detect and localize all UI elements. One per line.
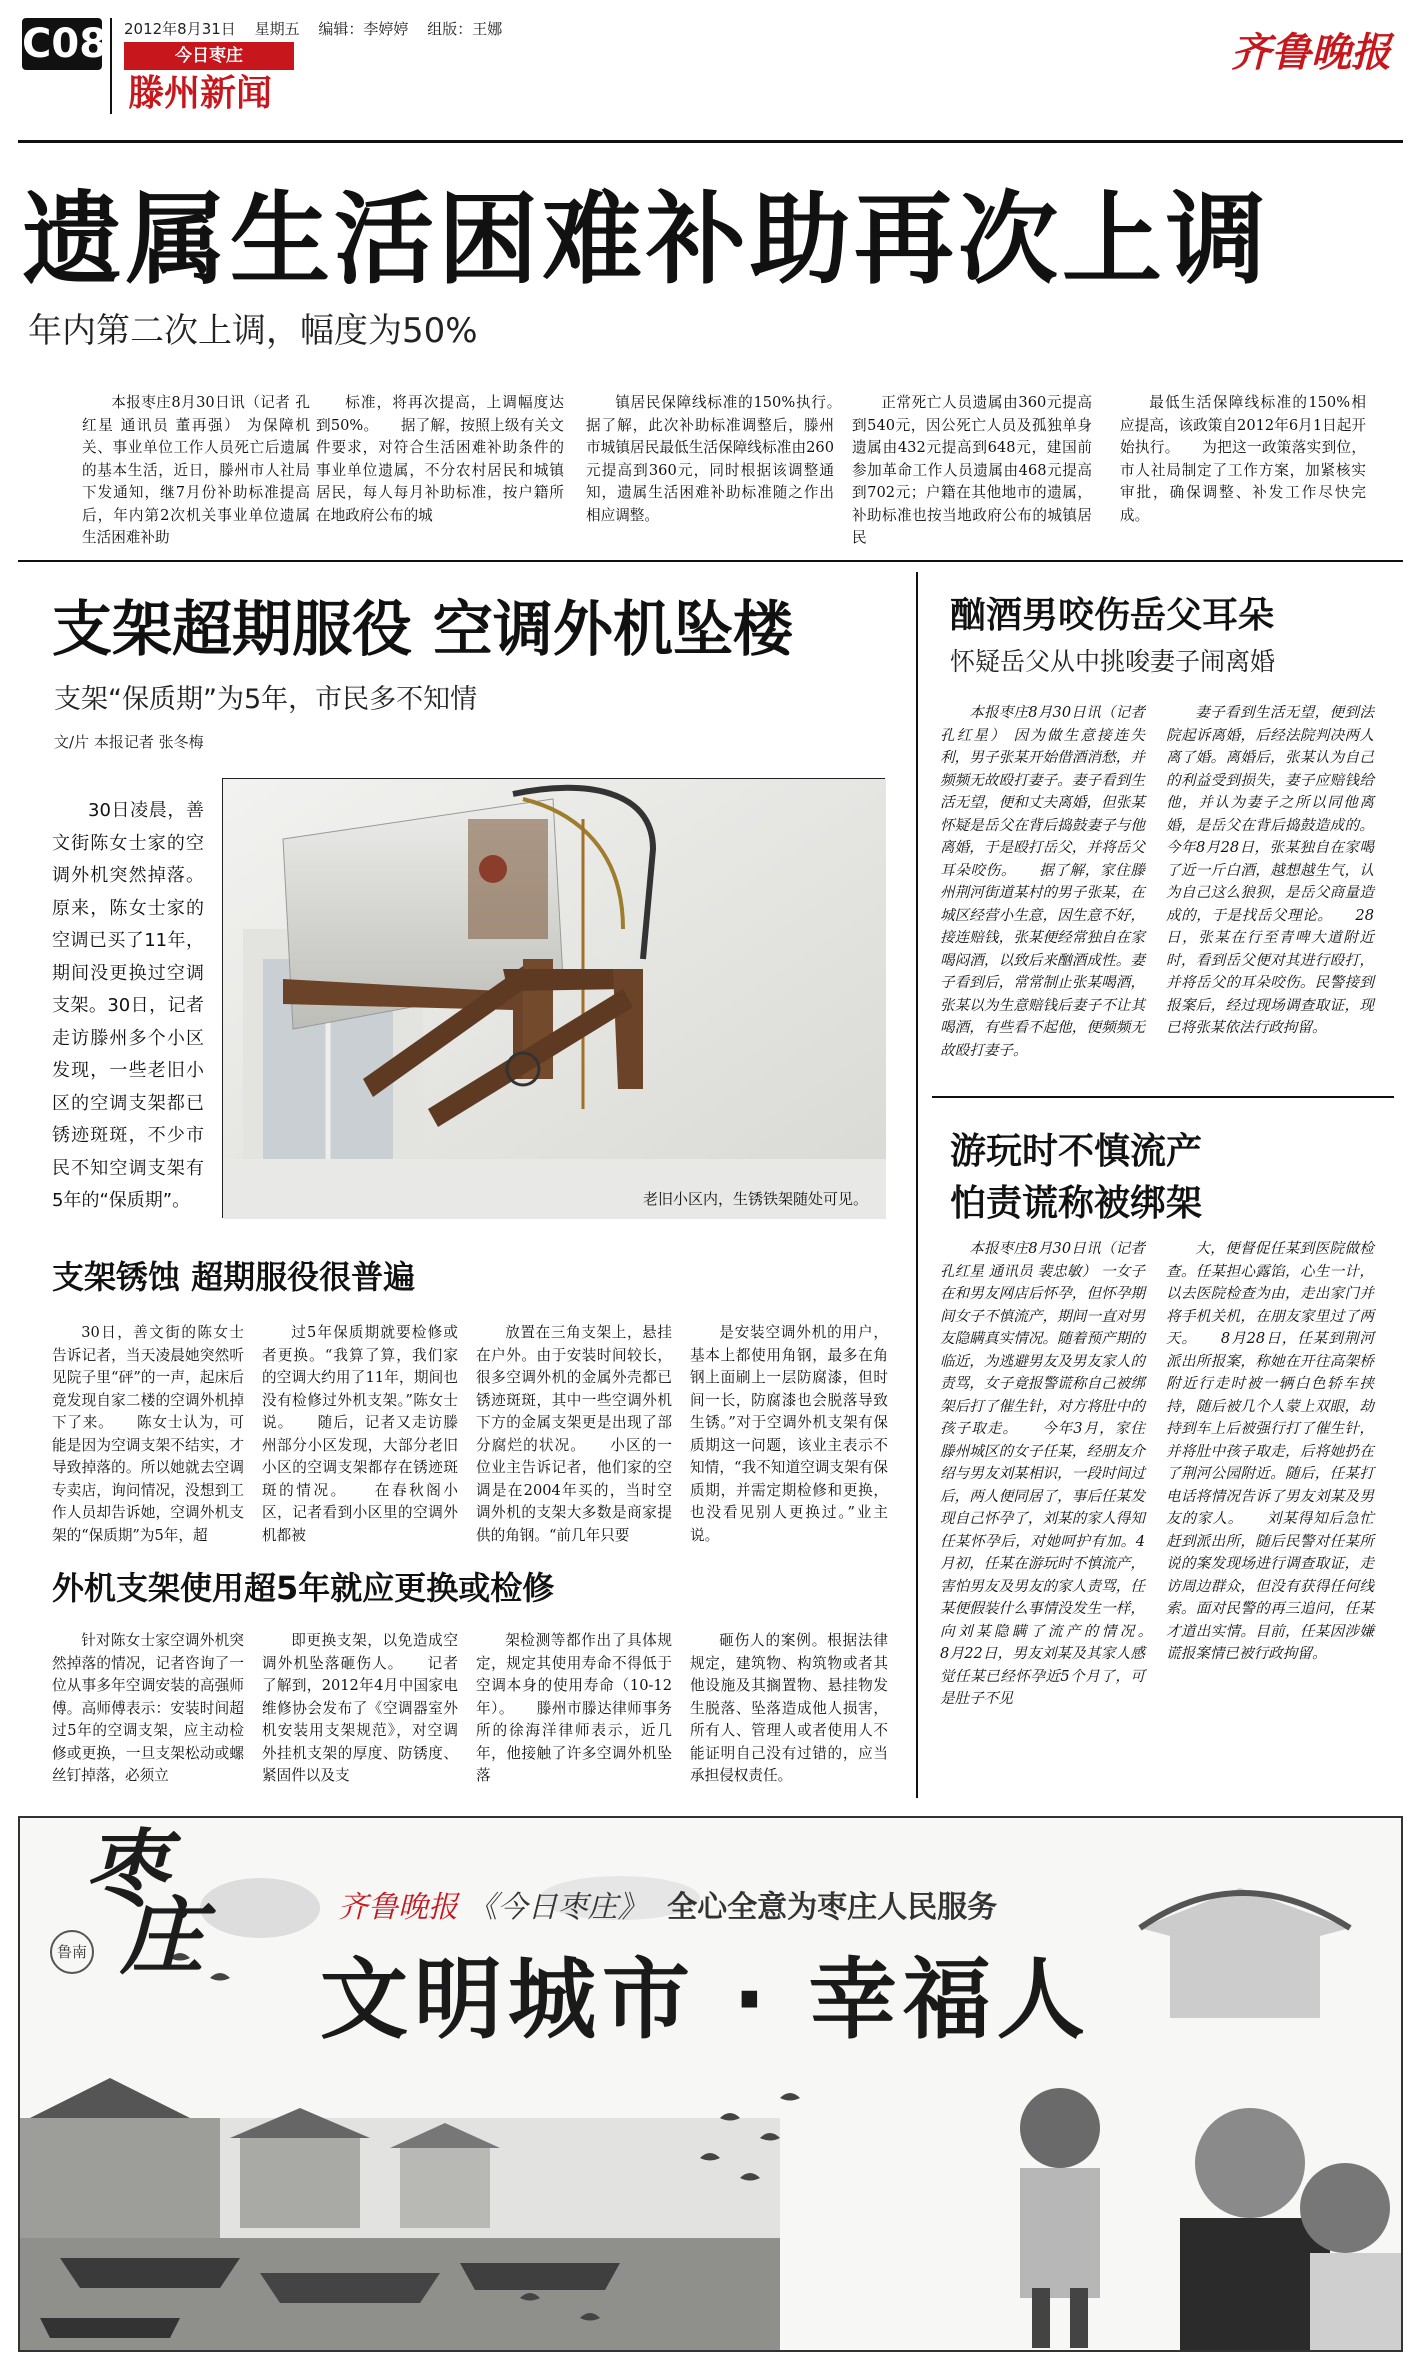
story2-section1-column-4: 是安装空调外机的用户，基本上都使用角钢，最多在角钢上面刷上一层防腐漆，但时间一长，防腐漆也会脱落导致生锈。”对于空调外机支架有保质期这一问题，该业主表示不知情，“我不知道空调支架有保质期，并需定期检修和更换，也没看见别人更换过。”业主说。 (690, 1324, 888, 1544)
story1-column-1: 本报枣庄8月30日讯（记者 孔红星 通讯员 董再强） 为保障机关、事业单位工作人员死亡后遗属的基本生活，近日，滕州市人社局下发通知，继7月份补助标准提高后，年内第2次机关事业单位遗属生活困难补助 (82, 394, 310, 546)
header-divider (110, 18, 112, 114)
story1-subhead: 年内第二次上调，幅度为50% (28, 311, 478, 351)
column-divider (916, 572, 918, 1798)
header-meta (124, 18, 516, 39)
story2-section2-column-4: 砸伤人的案例。根据法律规定，建筑物、构筑物或者其他设施及其搁置物、悬挂物发生脱落、坠落造成他人损害，所有人、管理人或者使用人不能证明自己没有过错的，应当承担侵权责任。 (690, 1632, 888, 1784)
story1-column-2: 标准，将再次提高，上调幅度达到50%。 据了解，按照上级有关文件要求，对符合生活困难补助条件的事业单位遗属，不分农村居民和城镇居民，每人每月补助标准，按户籍所在地政府公布的城 (316, 394, 564, 524)
story4-column-2: 大，便督促任某到医院做检查。任某担心露馅，心生一计，以去医院检查为由，走出家门并将手机关机，在朋友家里过了两天。 8月28日，任某到荆河派出所报案，称她在开往高架桥附近行走时被一辆白色轿车挟持，随后被几个人蒙上双眼，劫持到车上后被强行打了催生针，并将肚中孩子取走，后将她扔在了荆河公园附近。随后，任某打电话将情况告诉了男友刘某及男友的家人。 刘某得知后急忙赶到派出所，随后民警对任某所说的案发现场进行调查取证，走访周边群众，但没有获得任何线索。面对民警的再三追问，任某才道出实情。目前，任某因涉嫌谎报案情已被行政拘留。 (1166, 1240, 1374, 1662)
story3-rule (932, 1096, 1394, 1098)
ad-brand-line (338, 1888, 997, 1928)
photo-caption: 老旧小区内，生锈铁架随处可见。 (643, 1190, 869, 1208)
calligraphy-line-2: 庄 (120, 1887, 205, 1986)
masthead-logo: 齐鲁晚报 (1231, 29, 1391, 76)
story2-lead: 30日凌晨，善文街陈女士家的空调外机突然掉落。原来，陈女士家的空调已买了11年，期间没更换过空调支架。30日，记者走访滕州多个小区发现，一些老旧小区的空调支架都已锈迹斑斑，不少市民不知空调支架有5年的“保质期”。 (52, 800, 204, 1211)
photo-illustration (223, 779, 886, 1219)
story1-rule (18, 560, 1403, 562)
ad-brand-column: 《今日枣庄》 (467, 1890, 648, 1925)
issue-weekday: 星期五 (254, 20, 300, 38)
issue-date: 2012年8月31日 (124, 20, 236, 38)
story2-subhead: 支架“保质期”为5年，市民多不知情 (54, 684, 478, 715)
ad-brand-paper: 齐鲁晚报 (338, 1890, 458, 1925)
promo-banner (18, 1816, 1403, 2352)
story2-section1-title: 支架锈蚀 超期服役很普遍 (52, 1258, 416, 1296)
layout-credit: 组版：王娜 (427, 20, 503, 38)
ad-slogan: 文明城市 · 幸福人 (320, 1948, 1091, 2051)
section-tag: 今日枣庄 (124, 42, 294, 70)
story1-column-3: 镇居民保障线标准的150%执行。 据了解，此次补助标准调整后，滕州市城镇居民最低生活保障线标准由260元提高到360元，同时根据该调整通知，遗属生活困难补助标准随之作出相应调整。 (586, 394, 864, 524)
story2-section2-column-3: 架检测等都作出了具体规定，规定其使用寿命不得低于空调本身的使用寿命（10-12年）。 滕州市滕达律师事务所的徐海洋律师表示，近几年，他接触了许多空调外机坠落 (476, 1632, 672, 1784)
story1-column-4: 正常死亡人员遗属由360元提高到540元，因公死亡人员及孤独单身遗属由432元提高到648元，建国前参加革命工作人员遗属由468元提高到702元；户籍在其他地市的遗属，补助标准也按当地政府公布的城镇居民 (852, 394, 1092, 546)
story4-column-1: 本报枣庄8月30日讯（记者 孔红星 通讯员 裴忠敏） 一女子在和男友网店后怀孕，但怀孕期间女子不慎流产，期间一直对男友隐瞒真实情况。随着预产期的临近，为逃避男友及男友家人的责骂，女子竟报警谎称自己被绑架后打了催生针，对方将肚中的孩子取走。 今年3月，家住滕州城区的女子任某，经朋友介绍与男友刘某相识，一段时间过后，两人便同居了，事后任某发现自己怀孕了，刘某的家人得知任某怀孕后，对她呵护有加。4月初，任某在游玩时不慎流产，害怕男友及男友的家人责骂，任某便假装什么事情没发生一样，向刘某隐瞒了流产的情况。 8月22日，男友刘某及其家人感觉任某已经怀孕近5个月了，可是肚子不见 (940, 1240, 1175, 1707)
story2-headline: 支架超期服役 空调外机坠楼 (52, 595, 793, 665)
editor-credit: 编辑：李婷婷 (318, 20, 409, 38)
story1-headline: 遗属生活困难补助再次上调 (22, 181, 1270, 298)
page-number: C08 (22, 18, 102, 70)
story3-subhead: 怀疑岳父从中挑唆妻子闹离婚 (950, 647, 1276, 676)
header-rule (18, 140, 1403, 143)
calligraphy-line-1: 枣 (84, 1819, 169, 1918)
story3-headline: 酗酒男咬伤岳父耳朵 (950, 595, 1275, 636)
story3-column-1: 本报枣庄8月30日讯（记者 孔红星） 因为做生意接连失利，男子张某开始借酒消愁，并频频无故殴打妻子。妻子看到生活无望，便和丈夫离婚，但张某怀疑是岳父在背后捣鼓妻子与他离婚，于是殴打岳父，并将岳父耳朵咬伤。 据了解，家住滕州荆河街道某村的男子张某，在城区经营小生意，因生意不好，接连赔钱，张某便经常独自在家喝闷酒，以致后来酗酒成性。妻子看到后，常常制止张某喝酒，张某以为生意赔钱后妻子不让其喝酒，有些看不起他，便频频无故殴打妻子。 (940, 704, 1145, 1059)
story2-byline: 文/片 本报记者 张冬梅 (54, 733, 204, 751)
story2-section2-column-1: 针对陈女士家空调外机突然掉落的情况，记者咨询了一位从事多年空调安装的高强师傅。高师傅表示：安装时间超过5年的空调支架，应主动检修或更换，一旦支架松动或螺丝钉掉落，必须立 (52, 1632, 244, 1784)
story2-section1-column-3: 放置在三角支架上，悬挂在户外。由于安装时间较长，很多空调外机的金属外壳都已锈迹斑斑，其中一些空调外机下方的金属支架更是出现了部分腐烂的状况。 小区的一位业主告诉记者，他们家的空调是在2004年买的，当时空调外机的支架大多数是商家提供的角钢。“前几年只要 (476, 1324, 672, 1544)
story2-section2-title: 外机支架使用超5年就应更换或检修 (52, 1569, 555, 1607)
story4-headline-line1: 游玩时不慎流产 (950, 1131, 1203, 1172)
story2-section1-column-2: 过5年保质期就要检修或者更换。“我算了算，我们家的空调大约用了11年，期间也没有检修过外机支架。”陈女士说。 随后，记者又走访滕州部分小区发现，大部分老旧小区的空调支架都存在锈迹斑斑的情况。 在春秋阁小区，记者看到小区里的空调外机都被 (262, 1324, 458, 1544)
story1-column-5: 最低生活保障线标准的150%相应提高，该政策自2012年6月1日起开始执行。 为把这一政策落实到位，市人社局制定了工作方案，加紧核实审批，确保调整、补发工作尽快完成。 (1120, 394, 1366, 524)
rusty-bracket-photo (222, 778, 885, 1218)
story4-headline-line2: 怕责谎称被绑架 (950, 1183, 1203, 1224)
story3-column-2: 妻子看到生活无望，便到法院起诉离婚，后经法院判决两人离了婚。离婚后，张某认为自己的利益受到损失，妻子应赔钱给他，并认为妻子之所以同他离婚，是岳父在背后捣鼓造成的。今年8月28日，张某独自在家喝了近一斤白酒，越想越生气，认为自己这么狼狈，是岳父商量造成的，于是找岳父理论。 28日，张某在行至青啤大道附近时，看到岳父便对其进行殴打，并将岳父的耳朵咬伤。民警接到报案后，经过现场调查取证，现已将张某依法行政拘留。 (1166, 704, 1374, 1036)
ad-brand-tagline: 全心全意为枣庄人民服务 (667, 1890, 998, 1925)
story2-section2-column-2: 即更换支架，以免造成空调外机坠落砸伤人。 记者了解到，2012年4月中国家电维修协会发布了《空调器室外机安装用支架规范》，对空调外挂机支架的厚度、防锈度、紧固件以及支 (262, 1632, 458, 1784)
story2-section1-column-1: 30日，善文街的陈女士告诉记者，当天凌晨她突然听见院子里“砰”的一声，起床后竟发现自家二楼的空调外机掉下了来。 陈女士认为，可能是因为空调支架不结实，才导致掉落的。所以她就去空调专卖店，询问情况，没想到工作人员却告诉她，空调外机支架的“保质期”为5年，超 (52, 1324, 244, 1544)
seal-stamp: 鲁南 (50, 1930, 94, 1974)
section-title: 滕州新闻 (128, 73, 273, 114)
